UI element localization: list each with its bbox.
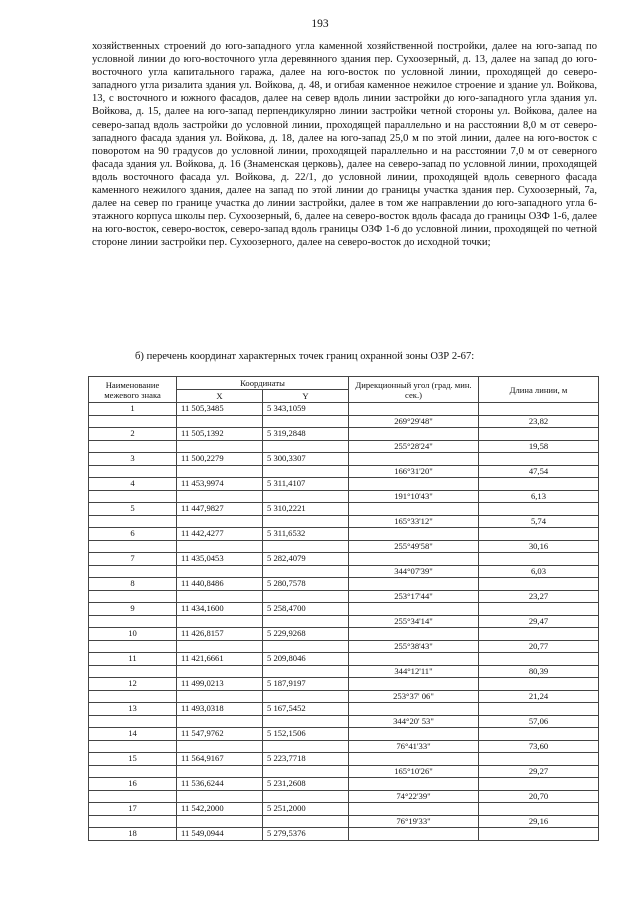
empty-cell bbox=[479, 578, 599, 591]
empty-cell bbox=[349, 753, 479, 766]
point-number: 17 bbox=[89, 803, 177, 816]
segment-length: 5,74 bbox=[479, 515, 599, 528]
empty-cell bbox=[263, 565, 349, 578]
point-y: 5 152,1506 bbox=[263, 728, 349, 741]
empty-cell bbox=[479, 628, 599, 641]
point-row bbox=[89, 553, 599, 566]
empty-cell bbox=[89, 440, 177, 453]
empty-cell bbox=[263, 415, 349, 428]
point-row bbox=[89, 728, 599, 741]
point-row bbox=[89, 403, 599, 416]
segment-angle: 255°28'24" bbox=[349, 440, 479, 453]
empty-cell bbox=[177, 715, 263, 728]
point-x: 11 442,4277 bbox=[177, 528, 263, 541]
empty-cell bbox=[89, 690, 177, 703]
segment-length: 6,13 bbox=[479, 490, 599, 503]
empty-cell bbox=[349, 653, 479, 666]
empty-cell bbox=[479, 553, 599, 566]
empty-cell bbox=[349, 503, 479, 516]
empty-cell bbox=[349, 578, 479, 591]
empty-cell bbox=[263, 590, 349, 603]
empty-cell bbox=[89, 815, 177, 828]
empty-cell bbox=[89, 515, 177, 528]
point-number: 11 bbox=[89, 653, 177, 666]
empty-cell bbox=[89, 540, 177, 553]
point-y: 5 310,2221 bbox=[263, 503, 349, 516]
table-header-row bbox=[89, 377, 599, 390]
header-coords: Координаты bbox=[177, 377, 349, 390]
empty-cell bbox=[349, 728, 479, 741]
list-intro: б) перечень координат характерных точек границ охранной зоны ОЗР 2-67: bbox=[135, 351, 475, 362]
segment-angle: 255°38'43" bbox=[349, 640, 479, 653]
segment-length: 29,16 bbox=[479, 815, 599, 828]
point-x: 11 440,8486 bbox=[177, 578, 263, 591]
segment-angle: 269°29'48" bbox=[349, 415, 479, 428]
empty-cell bbox=[479, 653, 599, 666]
empty-cell bbox=[177, 465, 263, 478]
point-row bbox=[89, 453, 599, 466]
empty-cell bbox=[89, 665, 177, 678]
point-number: 10 bbox=[89, 628, 177, 641]
point-number: 16 bbox=[89, 778, 177, 791]
empty-cell bbox=[349, 428, 479, 441]
point-x: 11 505,3485 bbox=[177, 403, 263, 416]
point-x: 11 549,0944 bbox=[177, 828, 263, 841]
segment-angle: 255°49'58" bbox=[349, 540, 479, 553]
point-number: 9 bbox=[89, 603, 177, 616]
point-row bbox=[89, 428, 599, 441]
empty-cell bbox=[479, 503, 599, 516]
empty-cell bbox=[89, 590, 177, 603]
point-row bbox=[89, 603, 599, 616]
segment-length: 20,70 bbox=[479, 790, 599, 803]
empty-cell bbox=[177, 540, 263, 553]
empty-cell bbox=[89, 715, 177, 728]
segment-angle: 253°37' 06" bbox=[349, 690, 479, 703]
point-x: 11 564,9167 bbox=[177, 753, 263, 766]
point-x: 11 435,0453 bbox=[177, 553, 263, 566]
empty-cell bbox=[89, 565, 177, 578]
segment-length: 23,27 bbox=[479, 590, 599, 603]
point-y: 5 319,2848 bbox=[263, 428, 349, 441]
segment-angle: 191°10'43" bbox=[349, 490, 479, 503]
point-x: 11 447,9827 bbox=[177, 503, 263, 516]
point-y: 5 311,6532 bbox=[263, 528, 349, 541]
empty-cell bbox=[479, 603, 599, 616]
segment-row bbox=[89, 440, 599, 453]
point-number: 1 bbox=[89, 403, 177, 416]
empty-cell bbox=[177, 565, 263, 578]
empty-cell bbox=[89, 415, 177, 428]
point-y: 5 223,7718 bbox=[263, 753, 349, 766]
segment-row bbox=[89, 415, 599, 428]
coordinates-table bbox=[88, 376, 599, 841]
point-row bbox=[89, 653, 599, 666]
empty-cell bbox=[479, 803, 599, 816]
empty-cell bbox=[263, 740, 349, 753]
body-paragraph: хозяйственных строений до юго-западного угла каменной хозяйственной постройки, далее на юго-запад по условной линии до юго-восточного угла деревянного здания пер. Сухоозерный, д. 13, далее на запад до юго-восточного угла капитального гаража, далее на юго-восток по условной линии, проходящей до северо-западного угла ризалита здания ул. Войкова, д. 48, и огибая каменное нежилое строение и здание ул. Войкова, 13, с восточного и южного фасадов, далее на север вдоль линии застройки до юго-западного угла здания ул. Войкова, д. 15, далее на юго-запад перпендикулярно линии застройки четной стороны ул. Войкова, далее на северо-запад вдоль застройки до условной линии, проходящей параллельно и на расстоянии 8,0 м от северо-западного фасада здания ул. Войкова, д. 18, далее на юго-запад 25,0 м по этой линии, далее на юго-восток с поворотом на 90 градусов до условной линии, проходящей параллельно и на расстоянии 7,0 м от северного фасада здания ул. Войкова, д. 16 (Знаменская церковь), далее на северо-запад по условной линии, проходящей вдоль восточного фасада ул. Войкова, д. 22/1, до условной линии, проходящей вдоль северного фасада каменного нежилого здания, далее на запад по этой линии до границы участка здания пер. Сухоозерный, 7а, далее на север по границе участка до линии застройки, далее в том же направлении до юго-западного угла 6-этажного корпуса школы пер. Сухоозерный, 6, далее на северо-восток вдоль фасада до границы ОЗФ 1-6, далее на юго-восток, северо-восток, северо-запад вдоль границы ОЗФ 1-6 до условной линии, проходящей по четной стороне линии застройки пер. Сухоозерного, далее на северо-восток до исходной точки; bbox=[92, 41, 597, 249]
empty-cell bbox=[479, 728, 599, 741]
empty-cell bbox=[479, 403, 599, 416]
segment-angle: 76°41'33" bbox=[349, 740, 479, 753]
point-row bbox=[89, 828, 599, 841]
empty-cell bbox=[89, 640, 177, 653]
segment-length: 29,27 bbox=[479, 765, 599, 778]
segment-row bbox=[89, 790, 599, 803]
segment-row bbox=[89, 515, 599, 528]
segment-row bbox=[89, 590, 599, 603]
segment-row bbox=[89, 690, 599, 703]
empty-cell bbox=[349, 528, 479, 541]
empty-cell bbox=[479, 703, 599, 716]
header-x: X bbox=[177, 390, 263, 403]
empty-cell bbox=[263, 790, 349, 803]
point-number: 15 bbox=[89, 753, 177, 766]
empty-cell bbox=[177, 615, 263, 628]
segment-length: 23,82 bbox=[479, 415, 599, 428]
segment-angle: 255°34'14" bbox=[349, 615, 479, 628]
empty-cell bbox=[349, 603, 479, 616]
point-x: 11 505,1392 bbox=[177, 428, 263, 441]
point-number: 6 bbox=[89, 528, 177, 541]
point-y: 5 343,1059 bbox=[263, 403, 349, 416]
empty-cell bbox=[349, 478, 479, 491]
segment-angle: 344°20' 53" bbox=[349, 715, 479, 728]
point-y: 5 280,7578 bbox=[263, 578, 349, 591]
segment-row bbox=[89, 715, 599, 728]
point-number: 3 bbox=[89, 453, 177, 466]
point-x: 11 547,9762 bbox=[177, 728, 263, 741]
point-y: 5 282,4079 bbox=[263, 553, 349, 566]
point-x: 11 500,2279 bbox=[177, 453, 263, 466]
empty-cell bbox=[89, 465, 177, 478]
point-row bbox=[89, 578, 599, 591]
segment-row bbox=[89, 765, 599, 778]
point-number: 7 bbox=[89, 553, 177, 566]
segment-angle: 76°19'33" bbox=[349, 815, 479, 828]
segment-length: 6,03 bbox=[479, 565, 599, 578]
point-x: 11 453,9974 bbox=[177, 478, 263, 491]
empty-cell bbox=[349, 678, 479, 691]
segment-length: 21,24 bbox=[479, 690, 599, 703]
empty-cell bbox=[263, 465, 349, 478]
empty-cell bbox=[349, 403, 479, 416]
segment-length: 80,39 bbox=[479, 665, 599, 678]
header-y: Y bbox=[263, 390, 349, 403]
empty-cell bbox=[263, 515, 349, 528]
empty-cell bbox=[177, 640, 263, 653]
segment-row bbox=[89, 740, 599, 753]
point-y: 5 300,3307 bbox=[263, 453, 349, 466]
point-x: 11 426,8157 bbox=[177, 628, 263, 641]
empty-cell bbox=[89, 490, 177, 503]
header-length: Длина линии, м bbox=[479, 377, 599, 403]
empty-cell bbox=[349, 803, 479, 816]
empty-cell bbox=[177, 690, 263, 703]
point-x: 11 493,0318 bbox=[177, 703, 263, 716]
point-row bbox=[89, 753, 599, 766]
empty-cell bbox=[349, 703, 479, 716]
segment-angle: 74°22'39" bbox=[349, 790, 479, 803]
point-number: 12 bbox=[89, 678, 177, 691]
empty-cell bbox=[479, 528, 599, 541]
point-row bbox=[89, 628, 599, 641]
table-body bbox=[89, 403, 599, 841]
point-number: 18 bbox=[89, 828, 177, 841]
empty-cell bbox=[349, 453, 479, 466]
empty-cell bbox=[177, 415, 263, 428]
point-row bbox=[89, 678, 599, 691]
point-y: 5 311,4107 bbox=[263, 478, 349, 491]
empty-cell bbox=[479, 678, 599, 691]
point-row bbox=[89, 503, 599, 516]
empty-cell bbox=[479, 753, 599, 766]
segment-length: 30,16 bbox=[479, 540, 599, 553]
empty-cell bbox=[263, 690, 349, 703]
segment-row bbox=[89, 815, 599, 828]
segment-angle: 165°33'12" bbox=[349, 515, 479, 528]
empty-cell bbox=[177, 790, 263, 803]
empty-cell bbox=[177, 490, 263, 503]
header-angle: Дирекционный угол (град. мин. сек.) bbox=[349, 377, 479, 403]
point-number: 14 bbox=[89, 728, 177, 741]
empty-cell bbox=[177, 665, 263, 678]
point-y: 5 251,2000 bbox=[263, 803, 349, 816]
segment-angle: 166°31'20" bbox=[349, 465, 479, 478]
empty-cell bbox=[349, 778, 479, 791]
point-row bbox=[89, 478, 599, 491]
segment-row bbox=[89, 465, 599, 478]
empty-cell bbox=[479, 478, 599, 491]
empty-cell bbox=[263, 440, 349, 453]
empty-cell bbox=[177, 815, 263, 828]
point-row bbox=[89, 528, 599, 541]
empty-cell bbox=[263, 540, 349, 553]
segment-row bbox=[89, 540, 599, 553]
point-x: 11 421,6661 bbox=[177, 653, 263, 666]
segment-row bbox=[89, 615, 599, 628]
point-y: 5 279,5376 bbox=[263, 828, 349, 841]
point-row bbox=[89, 703, 599, 716]
empty-cell bbox=[349, 828, 479, 841]
empty-cell bbox=[263, 640, 349, 653]
segment-length: 19,58 bbox=[479, 440, 599, 453]
point-y: 5 258,4700 bbox=[263, 603, 349, 616]
header-name: Наименование межевого знака bbox=[89, 377, 177, 403]
point-y: 5 229,9268 bbox=[263, 628, 349, 641]
segment-row bbox=[89, 665, 599, 678]
segment-angle: 344°12'11" bbox=[349, 665, 479, 678]
segment-angle: 165°10'26" bbox=[349, 765, 479, 778]
segment-length: 47,54 bbox=[479, 465, 599, 478]
point-x: 11 542,2000 bbox=[177, 803, 263, 816]
segment-angle: 253°17'44" bbox=[349, 590, 479, 603]
empty-cell bbox=[263, 665, 349, 678]
empty-cell bbox=[349, 553, 479, 566]
point-y: 5 187,9197 bbox=[263, 678, 349, 691]
empty-cell bbox=[263, 490, 349, 503]
empty-cell bbox=[479, 778, 599, 791]
page-number: 193 bbox=[311, 18, 329, 30]
point-y: 5 167,5452 bbox=[263, 703, 349, 716]
empty-cell bbox=[177, 440, 263, 453]
point-number: 8 bbox=[89, 578, 177, 591]
empty-cell bbox=[263, 815, 349, 828]
point-x: 11 434,1600 bbox=[177, 603, 263, 616]
point-row bbox=[89, 803, 599, 816]
point-y: 5 231,2608 bbox=[263, 778, 349, 791]
empty-cell bbox=[177, 765, 263, 778]
segment-row bbox=[89, 490, 599, 503]
empty-cell bbox=[479, 828, 599, 841]
empty-cell bbox=[479, 428, 599, 441]
empty-cell bbox=[89, 615, 177, 628]
point-number: 4 bbox=[89, 478, 177, 491]
empty-cell bbox=[89, 765, 177, 778]
point-y: 5 209,8046 bbox=[263, 653, 349, 666]
empty-cell bbox=[479, 453, 599, 466]
segment-row bbox=[89, 565, 599, 578]
segment-length: 20,77 bbox=[479, 640, 599, 653]
point-x: 11 499,0213 bbox=[177, 678, 263, 691]
segment-angle: 344°07'39" bbox=[349, 565, 479, 578]
segment-length: 73,60 bbox=[479, 740, 599, 753]
empty-cell bbox=[177, 515, 263, 528]
segment-row bbox=[89, 640, 599, 653]
empty-cell bbox=[349, 628, 479, 641]
empty-cell bbox=[263, 765, 349, 778]
point-row bbox=[89, 778, 599, 791]
point-x: 11 536,6244 bbox=[177, 778, 263, 791]
empty-cell bbox=[177, 740, 263, 753]
empty-cell bbox=[177, 590, 263, 603]
empty-cell bbox=[263, 715, 349, 728]
segment-length: 29,47 bbox=[479, 615, 599, 628]
empty-cell bbox=[89, 740, 177, 753]
point-number: 13 bbox=[89, 703, 177, 716]
point-number: 2 bbox=[89, 428, 177, 441]
point-number: 5 bbox=[89, 503, 177, 516]
empty-cell bbox=[263, 615, 349, 628]
empty-cell bbox=[89, 790, 177, 803]
segment-length: 57,06 bbox=[479, 715, 599, 728]
